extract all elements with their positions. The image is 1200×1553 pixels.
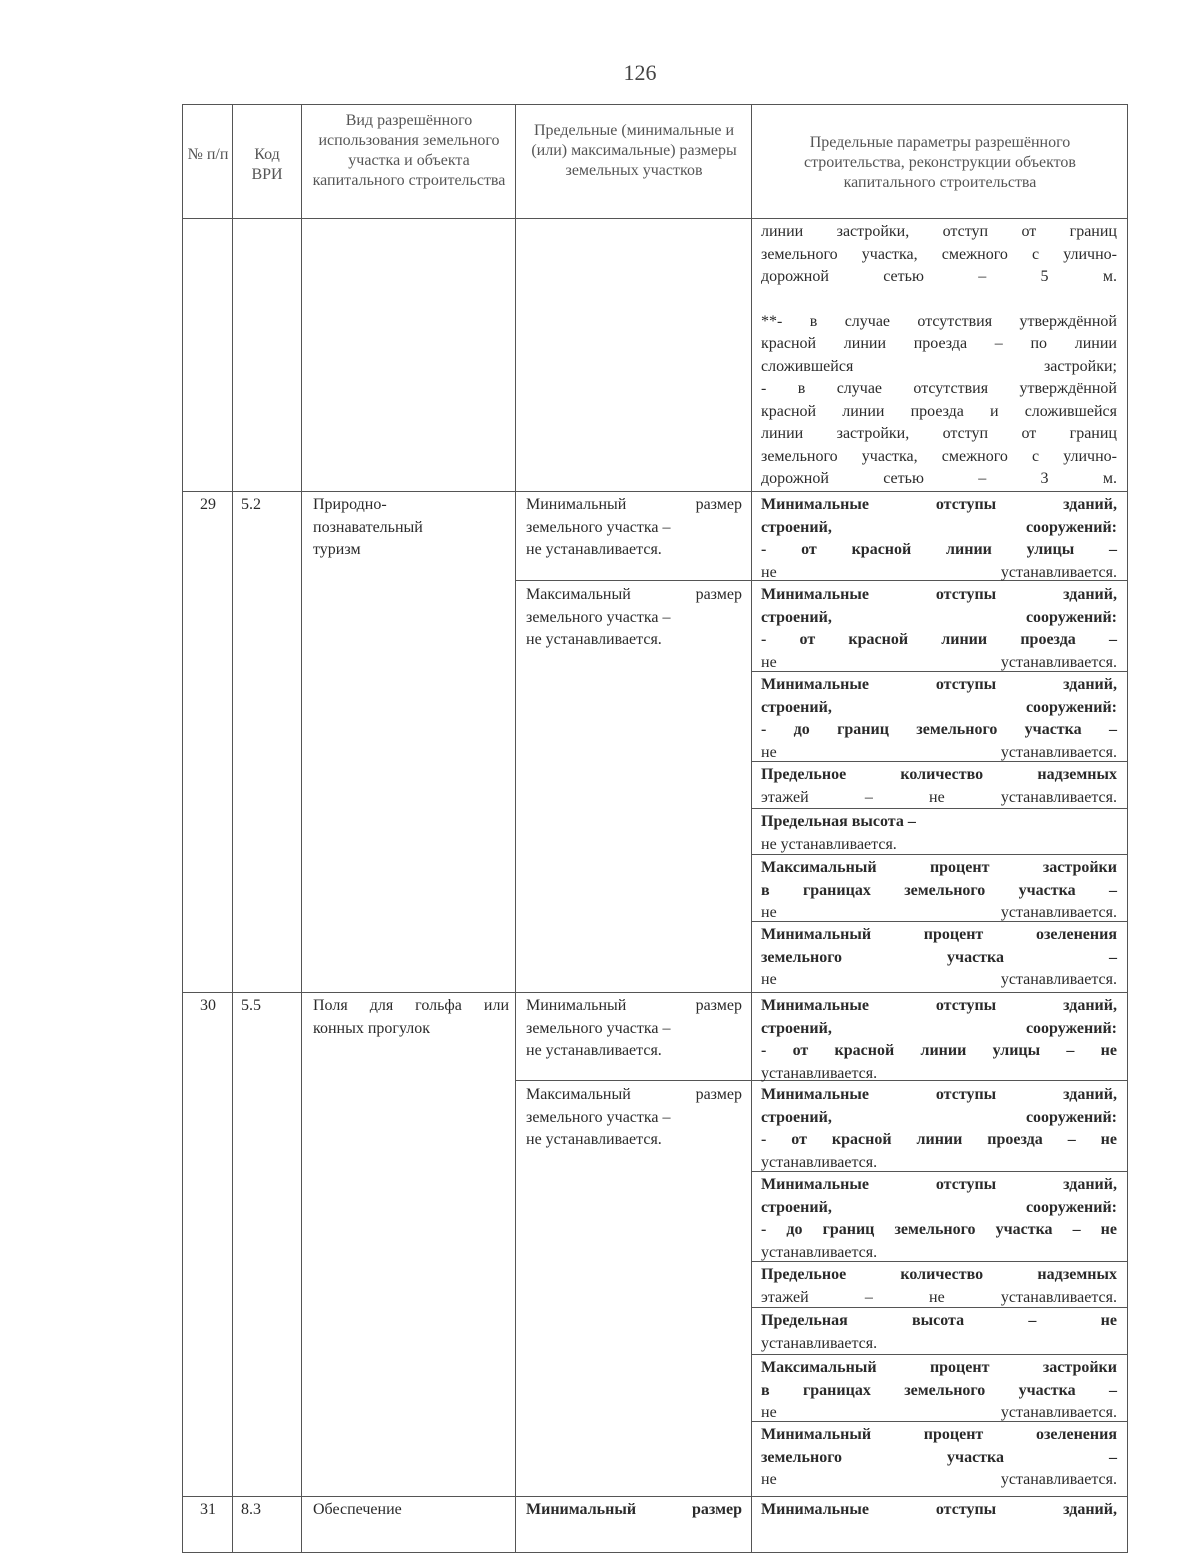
header-params: Предельные параметры разрешённого строительства, реконструкции объектов капитального строительства [804, 134, 1076, 191]
max-size-cell: Максимальный размер земельного участка – не устанавливается. [526, 1086, 742, 1148]
param-floors: Предельное количество надземных этажей – не устанавливается. [761, 766, 1117, 806]
land-use-kind: Поля для гольфа или конных прогулок [313, 997, 509, 1037]
param-setback-driveway: Минимальные отступы зданий, строений, сооружений: - от красной линии проезда – не устанавливается. [761, 586, 1117, 671]
min-size-cell: Минимальный размер земельного участка – не устанавливается. [526, 997, 742, 1059]
param-setback-street: Минимальные отступы зданий, строений, сооружений: - от красной линии улицы – не устанавливается. [761, 496, 1117, 581]
param-height: Предельная высота – не устанавливается. [761, 1312, 1117, 1352]
row-number: 29 [200, 496, 216, 513]
min-size-cell: Минимальный размер [526, 1501, 742, 1518]
column-divider [232, 105, 233, 1552]
param-setback-boundary: Минимальные отступы зданий, строений, сооружений: - до границ земельного участка – не устанавливается. [761, 676, 1117, 761]
continuation-note: **- в случае отсутствия утверждённой красной линии проезда – по линии сложившейся застройки; - в случае отсутствия утверждённой красной линии проезда и сложившейся линии застройки, отступ от границ земельного участка, смежного с улично- дорожной сетью – 3 м. [761, 312, 1117, 487]
row-code: 8.3 [241, 1501, 261, 1518]
header-num: № п/п [187, 146, 229, 163]
row-divider [183, 1496, 1127, 1497]
page-number: 126 [623, 60, 657, 85]
min-size-cell: Минимальный размер земельного участка – не устанавливается. [526, 496, 742, 558]
column-divider [751, 105, 752, 1552]
header-code: Код ВРИ [251, 146, 283, 183]
continuation-text: линии застройки, отступ от границ земельного участка, смежного с улично- дорожной сетью – 5 м. [761, 223, 1117, 285]
continuation-cell [761, 221, 1117, 491]
row-number: 30 [200, 997, 216, 1014]
max-size-cell: Максимальный размер земельного участка – не устанавливается. [526, 586, 742, 648]
param-setback: Минимальные отступы зданий, [761, 1501, 1117, 1518]
param-build-percent: Максимальный процент застройки в границах земельного участка – не устанавливается. [761, 1359, 1117, 1421]
land-use-kind: Природно- познавательный туризм [313, 496, 423, 558]
param-setback-driveway: Минимальные отступы зданий, строений, сооружений: - от красной линии проезда – не устанавливается. [761, 1086, 1117, 1171]
param-green-percent: Минимальный процент озеленения земельного участка – не устанавливается. [761, 1426, 1117, 1488]
header-kind: Вид разрешённого использования земельного участка и объекта капитального строительства [312, 112, 506, 189]
land-use-kind: Обеспечение [313, 1501, 402, 1518]
row-number: 31 [200, 1501, 216, 1518]
regulations-table [182, 104, 1128, 1553]
row-divider [183, 491, 1127, 492]
column-divider [301, 105, 302, 1552]
param-build-percent: Максимальный процент застройки в границах земельного участка – не устанавливается. [761, 859, 1117, 921]
param-green-percent: Минимальный процент озеленения земельного участка – не устанавливается. [761, 926, 1117, 988]
row-divider [183, 992, 1127, 993]
column-divider [515, 105, 516, 1552]
row-code: 5.2 [241, 496, 261, 513]
row-divider [183, 218, 1127, 219]
param-height: Предельная высота – не устанавливается. [761, 813, 916, 853]
param-floors: Предельное количество надземных этажей – не устанавливается. [761, 1266, 1117, 1306]
header-sizes: Предельные (минимальные и (или) максимальные) размеры земельных участков [531, 122, 737, 179]
param-setback-street: Минимальные отступы зданий, строений, сооружений: - от красной линии улицы – не устанавливается. [761, 997, 1117, 1082]
param-setback-boundary: Минимальные отступы зданий, строений, сооружений: - до границ земельного участка – не устанавливается. [761, 1176, 1117, 1261]
row-code: 5.5 [241, 997, 261, 1014]
